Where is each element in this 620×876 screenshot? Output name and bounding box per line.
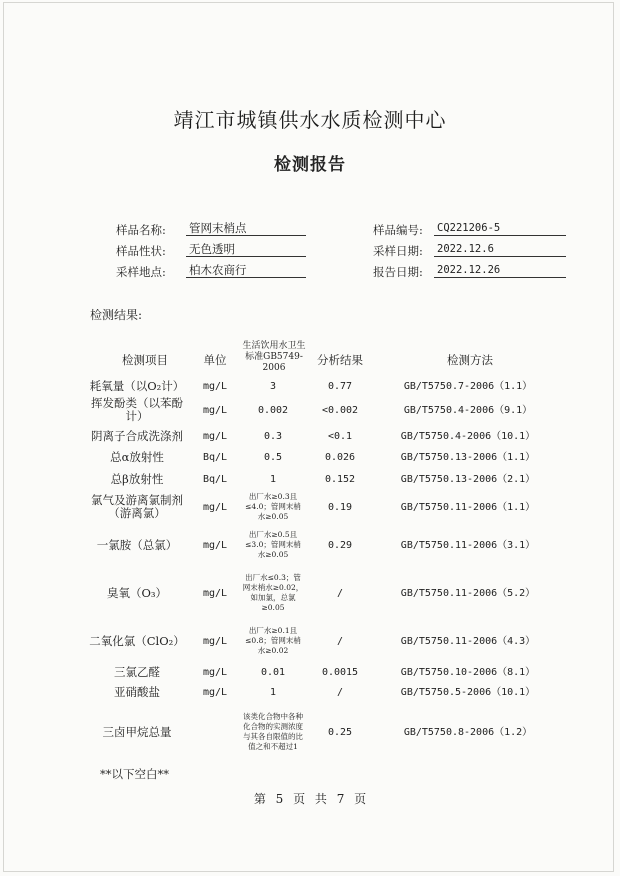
row-result: <0.002 — [321, 404, 359, 416]
row-standard: 0.3 — [263, 430, 283, 442]
row-item: 二氧化氯（ClO₂） — [89, 633, 185, 648]
report-date-value: 2022.12.26 — [434, 263, 566, 278]
row-item: 挥发酚类（以苯酚计） — [91, 396, 183, 423]
row-result: 0.77 — [327, 380, 353, 392]
row-item: 一氯胺（总氯） — [96, 537, 178, 552]
report-title: 检测报告 — [274, 155, 346, 175]
row-method: GB/T5750.11-2006（3.1） — [400, 539, 536, 551]
sample-state-value: 无色透明 — [186, 242, 306, 257]
row-method: GB/T5750.11-2006（1.1） — [400, 501, 536, 513]
row-standard: 0.5 — [263, 451, 283, 463]
row-unit: Bq/L — [202, 473, 228, 485]
row-unit: mg/L — [202, 635, 228, 647]
row-unit: mg/L — [202, 539, 228, 551]
row-item: 总α放射性 — [110, 449, 164, 464]
row-result: / — [336, 686, 344, 698]
header-result: 分析结果 — [317, 353, 363, 367]
row-result: <0.1 — [327, 430, 353, 442]
row-result: 0.026 — [324, 451, 356, 463]
sample-number-value: CQ221206-5 — [434, 221, 566, 236]
header-method: 检测方法 — [447, 353, 493, 367]
row-method: GB/T5750.4-2006（9.1） — [403, 404, 533, 416]
row-unit: mg/L — [202, 404, 228, 416]
row-method: GB/T5750.5-2006（10.1） — [400, 686, 536, 698]
row-result: 0.19 — [327, 501, 353, 513]
row-method: GB/T5750.11-2006（4.3） — [400, 635, 536, 647]
row-unit: Bq/L — [202, 451, 228, 463]
header-standard: 生活饮用水卫生标准GB5749-2006 — [242, 341, 306, 373]
blank-below-note: **以下空白** — [100, 767, 169, 781]
row-unit: mg/L — [202, 686, 228, 698]
row-method: GB/T5750.8-2006（1.2） — [403, 726, 533, 738]
row-method: GB/T5750.7-2006（1.1） — [403, 380, 533, 392]
row-method: GB/T5750.13-2006（2.1） — [400, 473, 536, 485]
row-item: 氯气及游离氯制剂（游离氯） — [91, 493, 183, 520]
sample-name-value: 管网末梢点 — [186, 221, 306, 236]
header-unit: 单位 — [203, 353, 227, 367]
row-standard: 出厂水≤0.3；管网末梢水≥0.02，如加氯，总氯≥0.05 — [242, 573, 304, 612]
row-unit: mg/L — [202, 501, 228, 513]
row-standard: 该类化合物中各种化合物的实测浓度与其各自限值的比值之和不超过1 — [243, 712, 303, 751]
sample-number-label: 样品编号: — [373, 223, 423, 237]
row-standard: 0.01 — [260, 666, 286, 678]
row-standard: 1 — [269, 473, 277, 485]
row-standard: 出厂水≥0.5且≤3.0；管网末梢水≥0.05 — [245, 530, 301, 559]
row-standard: 出厂水≥0.3且≤4.0；管网末梢水≥0.05 — [245, 492, 301, 521]
row-method: GB/T5750.4-2006（10.1） — [400, 430, 536, 442]
page-number: 第 5 页 共 7 页 — [253, 792, 367, 806]
header-item: 检测项目 — [122, 353, 168, 367]
row-method: GB/T5750.13-2006（1.1） — [400, 451, 536, 463]
row-standard: 0.002 — [257, 404, 289, 416]
row-unit: mg/L — [202, 430, 228, 442]
row-item: 总β放射性 — [110, 471, 164, 486]
org-title: 靖江市城镇供水水质检测中心 — [173, 108, 447, 132]
sample-name-label: 样品名称: — [116, 223, 166, 237]
sampling-location-value: 柏木农商行 — [186, 263, 306, 278]
row-unit: mg/L — [202, 587, 228, 599]
row-result: 0.29 — [327, 539, 353, 551]
row-unit: mg/L — [202, 666, 228, 678]
row-result: / — [336, 587, 344, 599]
row-result: 0.152 — [324, 473, 356, 485]
sampling-date-label: 采样日期: — [373, 244, 423, 258]
row-standard: 3 — [269, 380, 277, 392]
row-result: / — [336, 635, 344, 647]
row-result: 0.0015 — [321, 666, 359, 678]
row-item: 三卤甲烷总量 — [102, 724, 172, 739]
row-item: 亚硝酸盐 — [114, 684, 160, 699]
row-standard: 1 — [269, 686, 277, 698]
row-item: 臭氧（O₃） — [106, 585, 168, 600]
sampling-date-value: 2022.12.6 — [434, 242, 566, 257]
report-date-label: 报告日期: — [373, 265, 423, 279]
row-method: GB/T5750.10-2006（8.1） — [400, 666, 536, 678]
row-item: 三氯乙醛 — [114, 664, 160, 679]
results-label: 检测结果: — [90, 308, 143, 322]
sample-state-label: 样品性状: — [116, 244, 166, 258]
row-standard: 出厂水≥0.1且≤0.8；管网末梢水≥0.02 — [245, 626, 301, 655]
sampling-location-label: 采样地点: — [116, 265, 166, 279]
row-result: 0.25 — [327, 726, 353, 738]
row-unit: mg/L — [202, 380, 228, 392]
row-item: 阴离子合成洗涤剂 — [91, 428, 183, 443]
row-method: GB/T5750.11-2006（5.2） — [400, 587, 536, 599]
row-item: 耗氧量（以O₂计） — [89, 378, 185, 393]
